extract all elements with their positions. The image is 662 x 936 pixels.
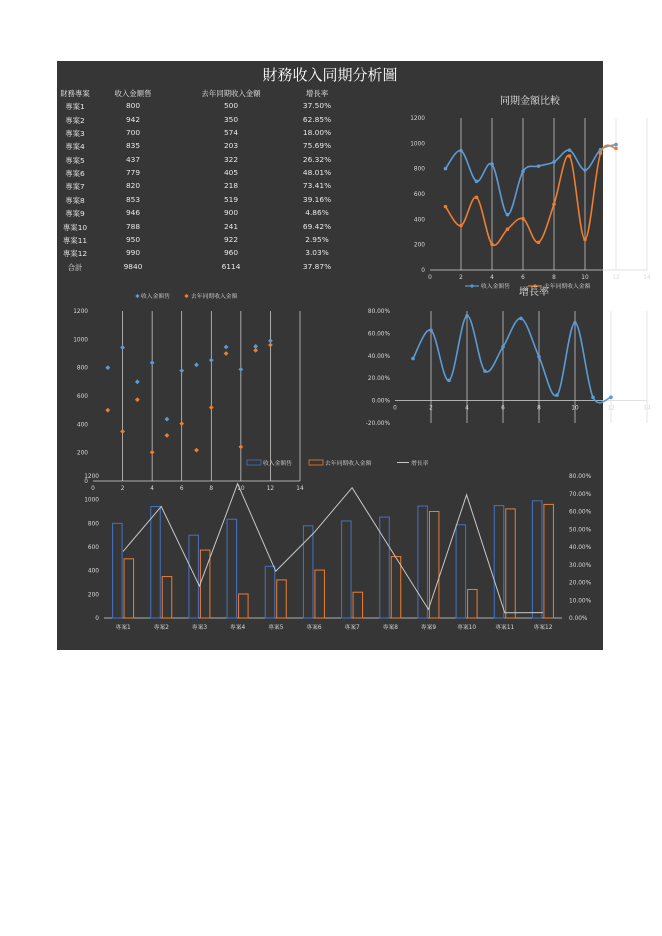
- data-point: [465, 314, 469, 318]
- table-cell: 350: [223, 114, 239, 124]
- table-cell: 48.01%: [302, 168, 332, 178]
- y-tick-label: 1000: [84, 497, 99, 504]
- table-cell: 18.00%: [302, 128, 332, 138]
- x-tick-label: 專案3: [191, 625, 208, 631]
- y-tick-label: 200: [87, 592, 99, 599]
- data-point: [519, 317, 523, 321]
- table-cell: 990: [125, 248, 141, 258]
- table-cell: 專案3: [65, 129, 85, 139]
- data-point: [135, 397, 140, 402]
- bar-revenue: [456, 525, 466, 618]
- table-cell: 519: [223, 194, 239, 204]
- bar-revenue: [113, 523, 123, 618]
- bar-revenue: [342, 521, 352, 618]
- x-tick-label: 14: [296, 486, 304, 492]
- y-tick-label: 400: [76, 422, 88, 429]
- x-tick-label: 10: [581, 275, 589, 281]
- table-cell: 69.42%: [302, 221, 332, 231]
- table-cell: 835: [125, 141, 141, 151]
- table-cell: 900: [223, 208, 239, 218]
- table-cell: 322: [223, 154, 239, 164]
- data-point: [238, 367, 243, 372]
- y2-tick-label: 20.00%: [569, 580, 592, 587]
- data-point: [444, 167, 448, 171]
- legend-label: 增長率: [411, 461, 429, 467]
- data-point: [268, 338, 273, 343]
- bar-last-year: [506, 509, 516, 618]
- data-point: [268, 343, 273, 348]
- data-point: [490, 162, 494, 166]
- legend-label: 去年同期收入金額: [544, 284, 591, 290]
- table-cell: 75.69%: [302, 141, 332, 151]
- x-tick-label: 專案9: [420, 625, 437, 631]
- data-point: [609, 395, 613, 399]
- table-cell: 203: [223, 141, 239, 151]
- data-point: [599, 151, 603, 155]
- table-cell: 專案1: [65, 102, 85, 112]
- table-row: [57, 195, 347, 208]
- data-point: [583, 238, 587, 242]
- y-tick-label: -20.00%: [365, 421, 390, 427]
- table-row: [57, 181, 347, 194]
- x-tick-label: 14: [643, 275, 651, 281]
- chart-combo: [57, 450, 603, 643]
- table-cell: 專案7: [65, 182, 85, 192]
- data-point: [537, 355, 541, 359]
- y2-tick-label: 60.00%: [569, 509, 592, 516]
- table-cell: 6114: [221, 261, 241, 271]
- table-cell: 37.50%: [302, 101, 332, 111]
- data-point: [614, 143, 618, 147]
- data-point: [238, 444, 243, 449]
- table-cell: 942: [125, 114, 141, 124]
- data-point: [120, 429, 125, 434]
- table-row: [57, 101, 347, 114]
- bar-revenue: [494, 506, 504, 618]
- y-tick-label: 400: [87, 568, 99, 575]
- data-point: [105, 408, 110, 413]
- data-point: [429, 328, 433, 332]
- y2-tick-label: 50.00%: [569, 527, 592, 534]
- data-point: [573, 321, 577, 325]
- y-tick-label: 1000: [410, 141, 425, 148]
- y-tick-label: 0: [95, 616, 99, 622]
- table-cell: 946: [125, 208, 141, 218]
- data-point: [506, 213, 510, 217]
- x-tick-label: 2: [429, 405, 433, 412]
- y2-tick-label: 80.00%: [569, 474, 592, 480]
- data-point: [194, 362, 199, 367]
- bar-revenue: [151, 507, 161, 618]
- table-row: [57, 141, 347, 154]
- table-cell: 788: [125, 221, 141, 231]
- table-cell: 922: [223, 234, 239, 244]
- x-tick-label: 8: [209, 486, 214, 492]
- table-cell: 專案6: [65, 169, 85, 179]
- chart-line-compare: [347, 88, 651, 293]
- bar-last-year: [544, 504, 554, 618]
- y-tick-label: 800: [413, 166, 425, 173]
- legend-label: 收入金額售: [263, 461, 292, 467]
- x-tick-label: 專案8: [382, 625, 398, 631]
- y-tick-label: 1200: [73, 309, 88, 315]
- table-cell: 700: [125, 128, 141, 138]
- y-tick-label: 200: [413, 242, 425, 249]
- data-point: [614, 147, 618, 151]
- y2-tick-label: 30.00%: [569, 562, 592, 569]
- bar-last-year: [200, 550, 210, 618]
- table-cell: 專案11: [62, 235, 88, 245]
- data-point: [552, 202, 556, 206]
- data-point: [150, 360, 155, 365]
- table-cell: 2.95%: [305, 234, 329, 244]
- data-point: [483, 369, 487, 373]
- data-point: [209, 405, 214, 410]
- table-cell: 820: [125, 181, 141, 191]
- x-tick-label: 8: [537, 405, 541, 412]
- y-tick-label: 200: [76, 450, 88, 457]
- x-tick-label: 專案11: [495, 625, 515, 631]
- table-cell: 去年同期收入金額: [201, 89, 261, 98]
- y-tick-label: 0: [421, 268, 425, 274]
- table-row: [57, 248, 347, 261]
- data-point: [120, 345, 125, 350]
- y-tick-label: 1200: [410, 116, 425, 122]
- series-line-growth: [120, 484, 543, 613]
- x-tick-label: 專案4: [229, 625, 246, 631]
- y-tick-label: 20.00%: [367, 376, 390, 383]
- table-row: [57, 222, 347, 235]
- data-point: [135, 379, 140, 384]
- bar-revenue: [265, 566, 275, 618]
- table-cell: 62.85%: [302, 114, 332, 124]
- table-cell: 增長率: [305, 89, 329, 98]
- y-tick-label: 800: [87, 521, 99, 528]
- data-point: [444, 205, 448, 209]
- bar-last-year: [353, 592, 363, 618]
- legend-swatch: [309, 460, 323, 465]
- bar-last-year: [162, 577, 172, 618]
- table-cell: 合計: [67, 262, 83, 272]
- table-cell: 500: [223, 101, 239, 111]
- y-tick-label: 0: [84, 479, 88, 485]
- x-tick-label: 12: [612, 275, 620, 281]
- x-tick-label: 0: [428, 275, 432, 281]
- x-tick-label: 專案10: [457, 625, 477, 631]
- series-line: [446, 145, 617, 245]
- y-tick-label: 400: [413, 217, 425, 224]
- x-tick-label: 6: [179, 486, 184, 492]
- page-title: 財務收入同期分析圖: [262, 66, 398, 84]
- data-point: [105, 365, 110, 370]
- table-cell: 9840: [123, 261, 143, 271]
- x-tick-label: 專案12: [533, 625, 553, 631]
- chart-scatter-compare: [57, 284, 317, 492]
- y2-tick-label: 10.00%: [569, 598, 592, 605]
- series-line: [413, 316, 611, 403]
- x-tick-label: 2: [120, 486, 125, 492]
- x-tick-label: 6: [521, 275, 525, 281]
- table-row: [57, 115, 347, 128]
- table-cell: 853: [125, 194, 141, 204]
- table-cell: 專案2: [65, 115, 85, 125]
- table-row: [57, 155, 347, 168]
- x-tick-label: 4: [465, 405, 469, 412]
- chart-title: 增長率: [519, 287, 549, 298]
- x-tick-label: 10: [237, 486, 245, 492]
- x-tick-label: 4: [490, 275, 494, 281]
- chart-title: 同期金額比較: [500, 96, 560, 107]
- data-point: [537, 164, 541, 168]
- bar-last-year: [315, 570, 325, 618]
- y2-tick-label: 70.00%: [569, 491, 592, 498]
- bar-revenue: [380, 517, 390, 618]
- dashboard-panel: [57, 61, 651, 650]
- x-tick-label: 專案2: [153, 625, 169, 631]
- data-point: [501, 345, 505, 349]
- table-cell: 專案9: [65, 209, 85, 219]
- x-tick-label: 12: [266, 486, 275, 492]
- table-cell: 73.41%: [302, 181, 332, 191]
- y-tick-label: 60.00%: [367, 331, 390, 338]
- y-tick-label: 600: [87, 545, 99, 551]
- table-header: [57, 88, 347, 101]
- bar-revenue: [189, 535, 199, 618]
- table-cell: 800: [125, 101, 141, 111]
- legend-label: 去年同期收入金額: [325, 461, 372, 467]
- legend-swatch: [247, 460, 261, 465]
- table-cell: 專案8: [65, 195, 85, 205]
- bar-revenue: [227, 519, 237, 618]
- x-tick-label: 12: [607, 405, 615, 412]
- table-cell: 960: [223, 248, 239, 258]
- y-tick-label: 0.00%: [371, 398, 390, 405]
- y-tick-label: 1000: [73, 337, 88, 344]
- y-tick-label: 1200: [84, 474, 99, 480]
- data-point: [209, 358, 214, 363]
- data-point: [490, 242, 494, 246]
- data-point: [179, 368, 184, 373]
- x-tick-label: 6: [501, 405, 505, 412]
- x-tick-label: 0: [393, 405, 397, 412]
- table-cell: 4.86%: [305, 208, 329, 218]
- data-point: [475, 195, 479, 199]
- data-point: [521, 217, 525, 221]
- x-tick-label: 14: [643, 405, 651, 412]
- data-point: [555, 393, 559, 397]
- x-tick-label: 專案1: [115, 625, 131, 631]
- bar-last-year: [468, 589, 478, 618]
- legend-marker: [184, 294, 188, 298]
- table-cell: 專案4: [65, 142, 85, 152]
- data-point: [591, 395, 595, 399]
- data-point: [194, 448, 199, 453]
- x-tick-label: 4: [150, 486, 154, 492]
- table-cell: 財務專案: [60, 89, 90, 98]
- table-cell: 專案10: [62, 222, 88, 232]
- table-cell: 950: [125, 234, 141, 244]
- data-point: [179, 421, 184, 426]
- data-point: [475, 180, 479, 184]
- bar-last-year: [277, 580, 287, 618]
- chart-growth-line: [347, 284, 651, 439]
- x-tick-label: 10: [571, 405, 579, 412]
- data-point: [568, 148, 572, 152]
- x-tick-label: 2: [459, 275, 463, 281]
- table-cell: 779: [125, 168, 141, 178]
- y-tick-label: 600: [413, 192, 425, 198]
- y2-tick-label: 40.00%: [569, 545, 592, 551]
- data-point: [459, 224, 463, 228]
- legend-label: 收入金額售: [141, 294, 170, 300]
- table-cell: 專案12: [62, 249, 88, 259]
- data-point: [521, 170, 525, 174]
- data-point: [224, 351, 229, 356]
- table-cell: 39.16%: [302, 194, 332, 204]
- bar-revenue: [303, 526, 313, 618]
- data-point: [583, 168, 587, 172]
- legend-label: 收入金額售: [481, 284, 510, 290]
- y-tick-label: 40.00%: [367, 353, 390, 360]
- data-point: [165, 433, 170, 438]
- table-cell: 專案5: [65, 155, 85, 165]
- y-tick-label: 80.00%: [367, 309, 390, 315]
- bar-revenue: [532, 501, 542, 618]
- table-total: [57, 262, 347, 275]
- data-point: [253, 348, 258, 353]
- data-point: [411, 357, 415, 361]
- legend-label: 去年同期收入金額: [191, 294, 238, 300]
- data-point: [224, 345, 229, 350]
- table-row: [57, 128, 347, 141]
- table-cell: 574: [223, 128, 239, 138]
- x-tick-label: 專案5: [268, 625, 284, 631]
- data-point: [537, 241, 541, 245]
- table-cell: 收入金額售: [114, 89, 152, 98]
- table-row: [57, 168, 347, 181]
- table-row: [57, 208, 347, 221]
- table-cell: 3.03%: [305, 248, 329, 258]
- legend-marker: [135, 294, 139, 298]
- table-cell: 218: [223, 181, 239, 191]
- table-cell: 241: [223, 221, 239, 231]
- data-point: [165, 417, 170, 422]
- table-cell: 26.32%: [302, 154, 332, 164]
- table-cell: 405: [223, 168, 239, 178]
- data-point: [568, 154, 572, 158]
- y-tick-label: 800: [76, 365, 88, 372]
- table-row: [57, 235, 347, 248]
- data-point: [552, 160, 556, 164]
- bar-last-year: [391, 557, 401, 618]
- x-tick-label: 0: [91, 486, 95, 492]
- y-tick-label: 600: [76, 394, 88, 400]
- y2-tick-label: 0.00%: [569, 616, 588, 622]
- table-cell: 437: [125, 154, 141, 164]
- x-tick-label: 8: [552, 275, 556, 281]
- data-point: [506, 227, 510, 231]
- data-point: [459, 149, 463, 153]
- x-tick-label: 專案6: [306, 625, 322, 631]
- bar-last-year: [124, 559, 134, 618]
- bar-last-year: [239, 594, 249, 618]
- bar-revenue: [418, 506, 428, 618]
- table-cell: 37.87%: [302, 261, 332, 271]
- data-point: [447, 379, 451, 383]
- x-tick-label: 專案7: [344, 625, 360, 631]
